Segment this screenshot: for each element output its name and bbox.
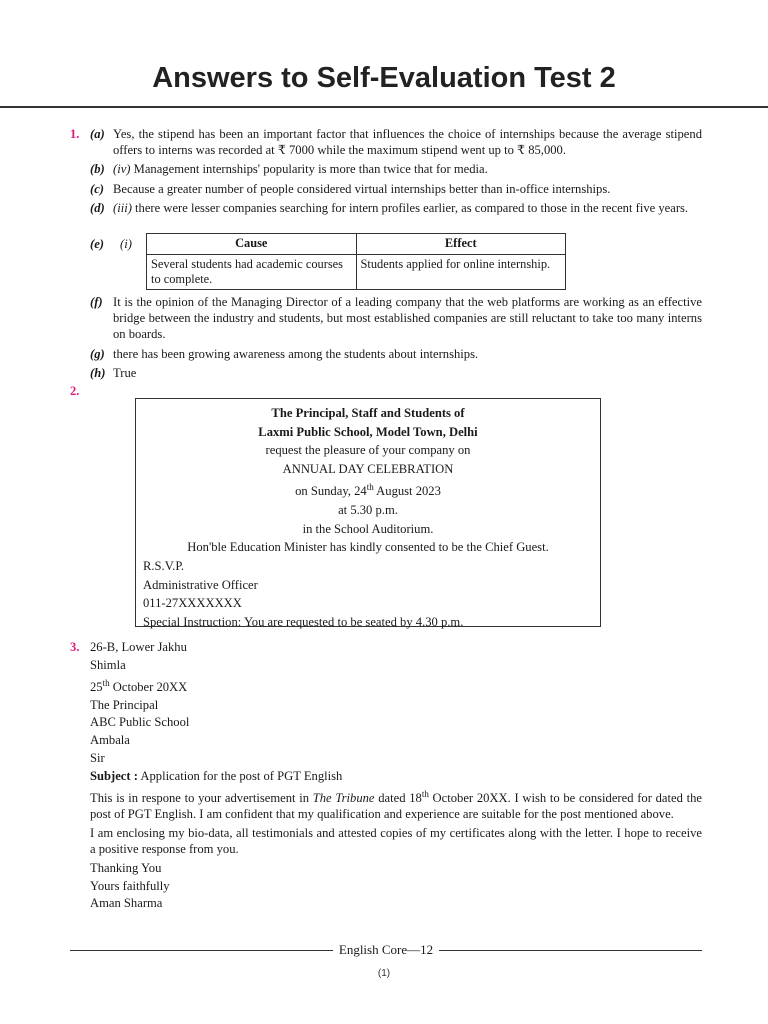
invitation-card [135, 398, 601, 627]
letter-date-text: October 20XX [109, 679, 188, 694]
page-footer [70, 940, 702, 960]
answer-1f [70, 294, 702, 343]
subject-label: Subject : [90, 768, 138, 783]
table-header: Cause [147, 234, 357, 255]
answer-text: there has been growing awareness among the students about internships. [113, 346, 479, 361]
table-cell: Students applied for online internship. [356, 255, 566, 290]
invite-rsvp: R.S.V.P. [143, 558, 185, 573]
table-row [147, 255, 566, 290]
answer-text: there were lesser companies searching for intern profiles earlier, as compared to those in the recent five years. [131, 200, 689, 215]
answer-1g [70, 346, 702, 362]
letter-date-text: 25 [90, 679, 103, 694]
salutation: Sir [90, 750, 105, 765]
answer-1c [70, 181, 702, 197]
superscript: th [102, 677, 110, 688]
subject-text: Application for the post of PGT English [137, 768, 343, 783]
question-number: 2. [70, 384, 80, 398]
invite-time: at 5.30 p.m. [338, 503, 398, 518]
answer-label: (h) [90, 365, 106, 380]
recipient-address-line: The Principal [90, 697, 159, 712]
invite-date-text: August 2023 [373, 484, 441, 499]
newspaper-name: The Tribune [312, 790, 375, 805]
application-letter [90, 639, 702, 913]
invite-instruction: Special Instruction: You are requested to be seated by 4.30 p.m. [143, 614, 464, 629]
question-1 [70, 126, 702, 216]
superscript: th [421, 788, 429, 799]
subject-line [90, 768, 702, 786]
answer-label: (f) [90, 295, 103, 309]
invite-host: The Principal, Staff and Students of [271, 406, 465, 420]
recipient-address-line: ABC Public School [90, 715, 190, 730]
invite-request: request the pleasure of your company on [265, 443, 471, 458]
invite-event: ANNUAL DAY CELEBRATION [282, 461, 454, 476]
answer-label: (e) [90, 237, 104, 251]
sender-address-line: 26-B, Lower Jakhu [90, 640, 187, 654]
title-rule [0, 106, 768, 108]
answer-label: (g) [90, 346, 105, 361]
roman-numeral: (iii) [113, 200, 132, 215]
answer-label: (b) [90, 162, 105, 177]
answer-1h [70, 365, 702, 381]
sender-address-line: Shimla [90, 657, 126, 672]
letter-body-paragraph: I am enclosing my bio-data, all testimonials and attested copies of my certificates along with the letter. I hope to receive a positive response from you. [90, 825, 702, 856]
question-1-cont [70, 294, 702, 381]
answer-label: (d) [90, 200, 105, 215]
superscript: th [366, 482, 374, 493]
footer-label: English Core—12 [333, 942, 439, 957]
answer-text: Yes, the stipend has been an important factor that influences the choice of internships because the average stipend offers to interns was recorded at ₹ 7000 while the maximum stipend went up to ₹ 85,000. [113, 127, 702, 158]
closing-line: Thanking You [90, 860, 162, 875]
answer-1a [70, 126, 702, 158]
invite-guest: Hon'ble Education Minister has kindly consented to be the Chief Guest. [187, 540, 549, 555]
body-text: October 20XX. I wish to be considered for dated the post of PGT English. I am confident that my qualification and experience are suitable for the post mentioned above. [90, 790, 702, 821]
invite-school: Laxmi Public School, Model Town, Delhi [258, 424, 478, 439]
answer-text: Because a greater number of people considered virtual internships better than in-office internships. [113, 181, 611, 196]
question-number: 3. [70, 640, 80, 654]
body-text: This is in respone to your advertisement in [90, 790, 313, 805]
page-number: (1) [377, 968, 391, 979]
invite-date [143, 478, 593, 501]
recipient-address-line: Ambala [90, 733, 130, 748]
answer-text: Management internships' popularity is more than twice that for media. [130, 162, 488, 177]
table-header-row [147, 234, 566, 255]
invite-phone: 011-27XXXXXXX [143, 596, 242, 611]
signature: Aman Sharma [90, 896, 163, 911]
answer-label: (a) [90, 127, 105, 141]
answer-1d [70, 200, 702, 216]
cause-effect-table [146, 233, 566, 290]
answer-label: (c) [90, 181, 104, 196]
answer-1b [70, 161, 702, 177]
invite-venue: in the School Auditorium. [302, 521, 434, 536]
page-title: Answers to Self-Evaluation Test 2 [152, 62, 616, 94]
letter-date [90, 675, 702, 697]
invite-date-text: on Sunday, 24 [295, 484, 367, 499]
table-header: Effect [356, 234, 566, 255]
invite-officer: Administrative Officer [143, 577, 258, 592]
letter-body-paragraph [90, 786, 702, 822]
answer-text: It is the opinion of the Managing Director of a leading company that the web platforms are working as an effective bridge between the industry and students, but most established companies are still reluctant to take too many interns on boards. [113, 295, 702, 342]
answer-text: True [113, 365, 137, 380]
closing-line: Yours faithfully [90, 878, 170, 893]
body-text: dated 18 [374, 790, 422, 805]
roman-numeral: (i) [120, 237, 132, 251]
roman-numeral: (iv) [113, 162, 131, 177]
question-number: 1. [70, 127, 80, 141]
table-cell: Several students had academic courses to complete. [147, 255, 357, 290]
footer-label-wrap [70, 942, 702, 958]
